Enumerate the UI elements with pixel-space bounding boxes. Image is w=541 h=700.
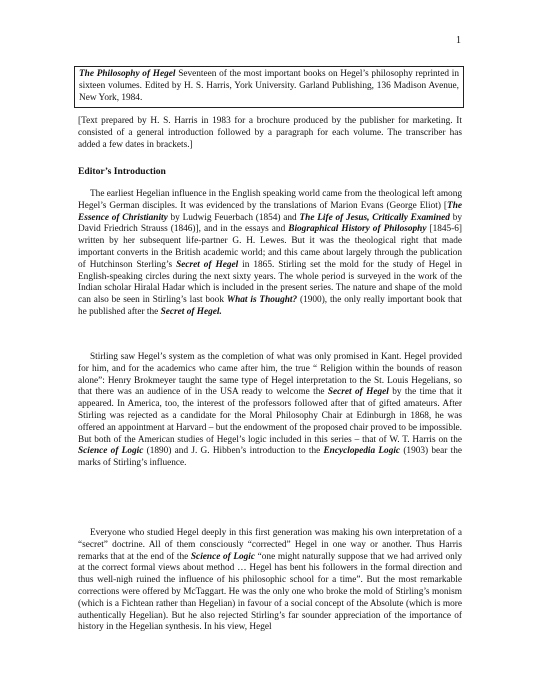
p2-text-3: (1890) and J. G. Hibben’s introduction to the	[143, 446, 324, 457]
p2-title-encyclopedia-logic: Encyclopedia Logic	[323, 446, 401, 457]
p2-text-4: (1903) bear the marks of Stirling’s influence.	[78, 446, 462, 469]
p1-title-life-of-jesus: The Life of Jesus, Critically Examined	[299, 212, 450, 223]
book-title: The Philosophy of Hegel	[79, 69, 176, 79]
p1-title-essence-of-christianity: The Essence of Christianity	[78, 200, 462, 223]
book-description-box	[74, 66, 464, 108]
p1-text-4: [1845-6] written by her subsequent life-partner G. H. Lewes. But it was the theological right that made important converts in the British academic world; and this came about largely through the publication of Hutchinson Sterling’s	[78, 224, 463, 270]
p1-text-1: The earliest Hegelian influence in the English speaking world came from the theological left among Hegel’s German disciples. It was evidenced by the translations of Marion Evans (George Eliot) [	[78, 189, 462, 211]
p2-text-2: by the time that it appeared. In America, too, the interest of the professors followed after that of gifted amateurs. After Stirling was rejected as a candidate for the Moral Philosophy Chair at Edinburgh in 1868, he was offered an appointment at Harvard – but the endowment of the proposed chair proved to be impossible. But both of the American studies of Hegel’s logic included in this series – that of W. T. Harris on the	[78, 387, 463, 445]
p3-title-science-of-logic: Science of Logic	[190, 551, 256, 562]
p1-title-what-is-thought: What is Thought?	[226, 295, 298, 306]
p3-text-2: “one might naturally suppose that we had arrived only at the correct formal views about method … Hegel has bent his followers in the formal direction and thus well-nigh ruined the influence of his philosophic school for a time”. But the most remarkable corrections were offered by McTaggart. He was the only one who broke the mold of Stirling’s monism (which is a Fichtean rather than Hegelian) in favour of a social concept of the Absolute (which is more authentically Hegelian). But he also rejected Stirling’s far sounder appreciation of the importance of history in the Hegelian synthesis. In his view, Hegel	[78, 551, 462, 633]
p2-title-secret-of-hegel: Secret of Hegel	[327, 387, 389, 398]
p1-title-biographical-history: Biographical History of Philosophy	[288, 224, 427, 235]
p1-title-secret-of-hegel: Secret of Hegel	[176, 259, 239, 270]
p1-text-5: in 1865. Stirling set the mold for the study of Hegel in English-speaking circles during the next sixty years. The whole period is surveyed in the work of the Indian scholar Hiralal Hadar which is included in the present series. The nature and shape of the mold can also be seen in Stirling’s last book	[78, 259, 463, 306]
book-description: Seventeen of the most important books on Hegel’s philosophy reprinted in sixteen volumes. Edited by H. S. Harris, York University. Garland Publishing, 136 Madison Avenue, New York, 1984.	[79, 69, 459, 103]
paragraph-2	[78, 352, 462, 470]
transcriber-note: [Text prepared by H. S. Harris in 1983 for a brochure produced by the publisher for marketing. It consisted of a general introduction followed by a paragraph for each volume. The transcriber has added a few dates in brackets.]	[78, 116, 462, 150]
p1-text-6: (1900), the only really important book that he published after the	[78, 295, 462, 317]
paragraph-1	[78, 189, 462, 319]
p1-text-3: by David Friedrich Strauss (1846)], and in the essays and	[78, 212, 462, 235]
paragraph-3	[78, 528, 462, 634]
p1-title-secret-of-hegel-2: Secret of Hegel.	[160, 306, 222, 317]
page-number: 1	[456, 35, 461, 46]
p3-text-1: Everyone who studied Hegel deeply in this first generation was making his own interpretation of a “secret” doctrine. All of them consciously “corrected” Hegel in one way or another. Thus Harris remarks that at the end of the	[78, 528, 462, 562]
section-heading: Editor’s Introduction	[78, 166, 166, 177]
p1-text-2: by Ludwig Feuerbach (1854) and	[167, 212, 300, 223]
p2-title-science-of-logic: Science of Logic	[78, 446, 144, 457]
p2-text-1: Stirling saw Hegel’s system as the completion of what was only promised in Kant. Hegel provided for him, and for the academics who came after him, the true “ Religion within the bounds of reason alone”: Henry Brokmeyer taught the same type of Hegel interpretation to the St. Louis Hegelians, so that there was an audience of in the USA ready to welcome the	[78, 352, 462, 398]
